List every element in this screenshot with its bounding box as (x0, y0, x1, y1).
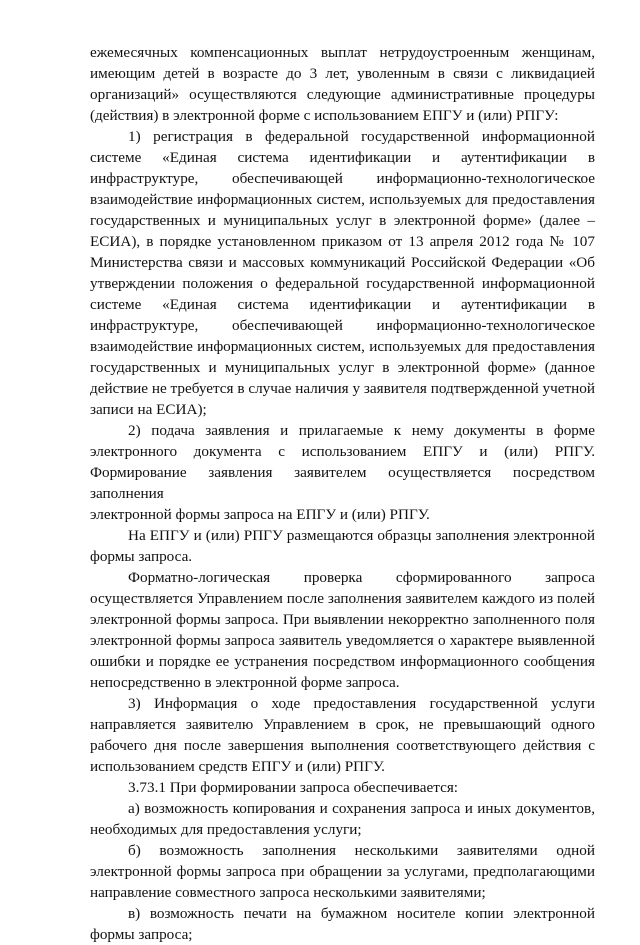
text-line: электронного документа с использованием ЕПГУ и (или) РПГУ. (90, 443, 595, 460)
text-line: направляется заявителю Управлением в срок, не превышающий одного (90, 716, 595, 733)
paragraph-samples (90, 525, 595, 567)
text-line: записи на ЕСИА); (90, 401, 207, 418)
paragraph-section-3-73-1 (90, 777, 595, 798)
text-line: системе «Единая система идентификации и аутентификации в (90, 296, 595, 313)
text-line: а) возможность копирования и сохранения запроса и иных документов, (128, 800, 595, 817)
text-line: электронной формы запроса заявитель уведомляется о характере выявленной (90, 632, 595, 649)
text-line: ежемесячных компенсационных выплат нетрудоустроенным женщинам, (90, 44, 595, 61)
paragraph-item-b (90, 840, 595, 903)
text-line: рабочего дня после завершения выполнения соответствующего действия с (90, 737, 595, 754)
text-line: инфраструктуре, обеспечивающей информационно-технологическое (90, 170, 595, 187)
text-line: взаимодействие информационных систем, используемых для предоставления (90, 338, 595, 355)
text-line: ошибки и порядке ее устранения посредством информационного сообщения (90, 653, 595, 670)
text-line: направление совместного запроса несколькими заявителями; (90, 884, 486, 901)
paragraph-intro (90, 42, 595, 126)
text-line: 3.73.1 При формировании запроса обеспечивается: (128, 779, 459, 796)
text-line: государственных и муниципальных услуг в электронной форме» (далее – (90, 212, 595, 229)
text-line: 1) регистрация в федеральной государственной информационной (128, 128, 595, 145)
text-line: использованием средств ЕПГУ и (или) РПГУ. (90, 758, 385, 775)
text-line: Формирование заявления заявителем осуществляется посредством заполнения (90, 464, 595, 502)
paragraph-item-v (90, 903, 595, 945)
paragraph-item-2 (90, 420, 595, 525)
text-line: государственных и муниципальных услуг в электронной форме» (данное (90, 359, 595, 376)
text-line: непосредственно в электронной форме запроса. (90, 674, 400, 691)
text-line: Форматно-логическая проверка сформированного запроса (128, 569, 595, 586)
document-page (90, 42, 595, 945)
text-line: системе «Единая система идентификации и аутентификации в (90, 149, 595, 166)
text-line: осуществляется Управлением после заполнения заявителем каждого из полей (90, 590, 595, 607)
paragraph-item-3 (90, 693, 595, 777)
text-line: инфраструктуре, обеспечивающей информационно-технологическое (90, 317, 595, 334)
text-line: б) возможность заполнения несколькими заявителями одной (128, 842, 595, 859)
text-line: электронной формы запроса. При выявлении некорректно заполненного поля (90, 611, 595, 628)
paragraph-validation (90, 567, 595, 693)
text-line: в) возможность печати на бумажном носителе копии электронной (128, 905, 595, 922)
paragraph-item-a (90, 798, 595, 840)
text-line: формы запроса; (90, 926, 193, 943)
text-line: 2) подача заявления и прилагаемые к нему документы в форме (128, 422, 595, 439)
text-line: формы запроса. (90, 548, 193, 565)
text-line: необходимых для предоставления услуги; (90, 821, 362, 838)
text-line: действие не требуется в случае наличия у заявителя подтвержденной учетной (90, 380, 595, 397)
paragraph-item-1 (90, 126, 595, 420)
text-line: электронной формы запроса при обращении за услугами, предполагающими (90, 863, 595, 880)
text-line: (действия) в электронной форме с использованием ЕПГУ и (или) РПГУ: (90, 107, 559, 124)
text-line: организаций» осуществляются следующие административные процедуры (90, 86, 595, 103)
text-line: ЕСИА), в порядке установленном приказом от 13 апреля 2012 года № 107 (90, 233, 595, 250)
text-line: 3) Информация о ходе предоставления государственной услуги (128, 695, 595, 712)
text-line: имеющим детей в возрасте до 3 лет, уволенным в связи с ликвидацией (90, 65, 595, 82)
text-line: электронной формы запроса на ЕПГУ и (или) РПГУ. (90, 506, 430, 523)
text-line: взаимодействие информационных систем, используемых для предоставления (90, 191, 595, 208)
text-line: Министерства связи и массовых коммуникаций Российской Федерации «Об (90, 254, 595, 271)
text-line: утверждении положения о федеральной государственной информационной (90, 275, 595, 292)
text-line: На ЕПГУ и (или) РПГУ размещаются образцы заполнения электронной (128, 527, 595, 544)
